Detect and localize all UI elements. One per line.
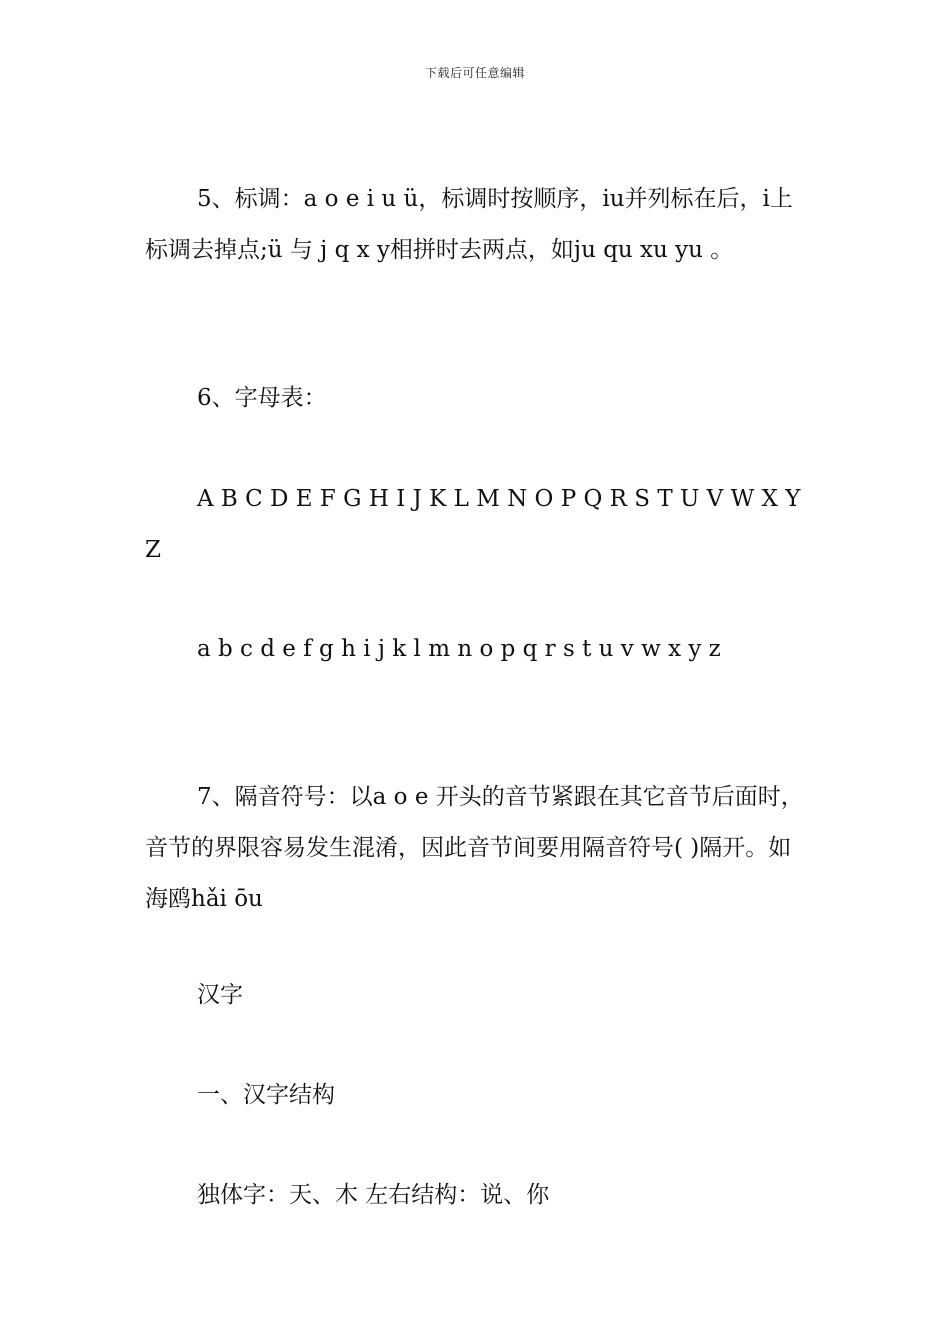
section-heading-hanzi: 汉字	[197, 982, 243, 1008]
paragraph-uppercase-alphabet: A B C D E F G H I J K L M N O P Q R S T U V W X Y Z	[145, 486, 801, 563]
section-heading-hanzi-structure: 一、汉字结构	[197, 1082, 335, 1108]
paragraph-alphabet-heading: 6、字母表：	[197, 385, 327, 411]
paragraph-separator-symbol: 7、隔音符号：以a o e 开头的音节紧跟在其它音节后面时，音节的界限容易发生混淆，因此音节间要用隔音符号( )隔开。如海鸥hǎi ōu	[145, 784, 804, 912]
page-header-note: 下载后可任意编辑	[424, 66, 525, 80]
paragraph-tone-marking: 5、标调：a o e i u ü，标调时按顺序，iu并列标在后，i上标调去掉点;ü 与 j q x y相拼时去两点，如ju qu xu yu 。	[145, 186, 793, 263]
paragraph-structure-examples: 独体字：天、木 左右结构：说、你	[197, 1182, 550, 1208]
paragraph-lowercase-alphabet: a b c d e f g h i j k l m n o p q r s t u v w x y z	[197, 636, 721, 662]
